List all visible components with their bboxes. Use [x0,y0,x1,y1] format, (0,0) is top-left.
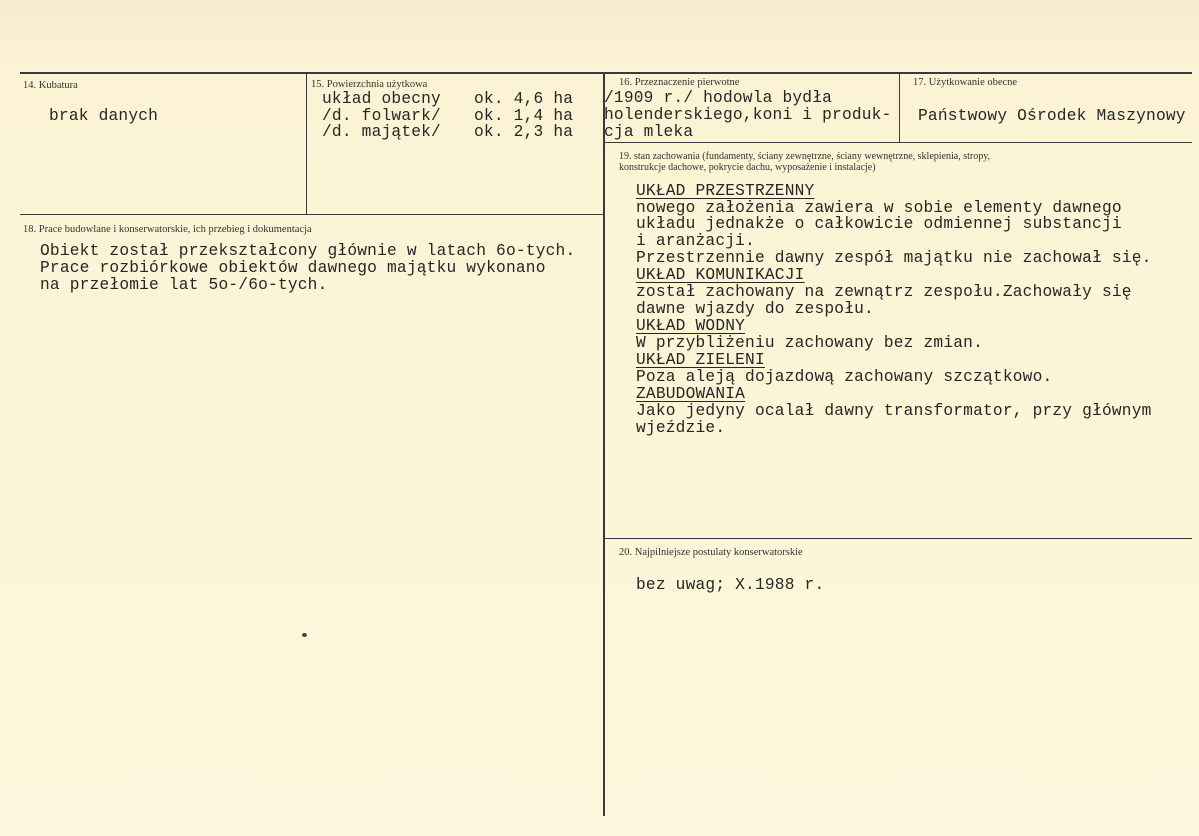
section-line: nowego założenia zawiera w sobie elementy dawnego [636,199,1122,217]
field-18-line: Obiekt został przekształcony głównie w latach 6o-tych. [40,242,576,260]
area-row-name: /d. folwark/ [322,107,441,125]
field-16-line: /1909 r./ hodowla bydła [604,89,833,107]
section-line: Poza aleją dojazdową zachowany szczątkowo. [636,368,1053,386]
field-19-label: 19. stan zachowania (fundamenty, ściany zewnętrzne, ściany wewnętrzne, sklepienia, stropy, [619,151,991,162]
field-19-label-cont: konstrukcje dachowe, pokrycie dachu, wyposażenie i instalacje) [619,162,876,173]
field-16-line: holenderskiego,koni i produk- [604,106,892,124]
section-line: układu jednakże o całkowicie odmiennej substancji [636,215,1122,233]
section-line: Jako jedyny ocalał dawny transformator, przy głównym [636,402,1152,420]
section-heading: ZABUDOWANIA [636,385,746,403]
divider-16-17 [899,74,900,142]
field-14-label: 14. Kubatura [23,80,78,91]
area-row-value: ok. 4,6 ha [474,90,574,108]
field-16-line: cja mleka [604,123,694,141]
section-line: został zachowany na zewnątrz zespołu.Zachowały się [636,283,1132,301]
field-15-label: 15. Powierzchnia użytkowa [311,79,428,90]
field-17-label: 17. Użytkowanie obecne [913,77,1018,88]
field-17-value: Państwowy Ośrodek Maszynowy [918,107,1186,125]
section-heading: UKŁAD WODNY [636,317,746,335]
rule-below-16-17 [604,142,1192,143]
field-18-line: Prace rozbiórkowe obiektów dawnego majątku wykonano [40,259,546,277]
field-18-line: na przełomie lat 5o-/6o-tych. [40,276,328,294]
rule-above-20 [604,538,1192,539]
section-line: W przybliżeniu zachowany bez zmian. [636,334,983,352]
section-heading: UKŁAD ZIELENI [636,351,765,369]
section-line: Przestrzennie dawny zespół majątku nie zachował się. [636,249,1152,267]
area-row-name: układ obecny [322,90,441,108]
section-line: wjeździe. [636,419,726,437]
section-line: dawne wjazdy do zespołu. [636,300,874,318]
field-18-label: 18. Prace budowlane i konserwatorskie, ich przebieg i dokumentacja [23,224,312,235]
divider-14-15 [306,74,307,214]
section-line: i aranżacji. [636,232,755,250]
divider-18-19 [603,74,605,816]
section-heading: UKŁAD PRZESTRZENNY [636,182,815,200]
top-rule [20,72,1192,74]
field-20-value: bez uwag; X.1988 r. [636,576,825,594]
field-14-value: brak danych [49,107,159,125]
area-row-name: /d. majątek/ [322,123,441,141]
area-row-value: ok. 1,4 ha [474,107,574,125]
ink-speck [302,633,307,637]
area-row-value: ok. 2,3 ha [474,123,574,141]
field-16-label: 16. Przeznaczenie pierwotne [619,77,740,88]
rule-below-14-15 [20,214,604,215]
field-20-label: 20. Najpilniejsze postulaty konserwatorskie [619,547,803,558]
section-heading: UKŁAD KOMUNIKACJI [636,266,805,284]
